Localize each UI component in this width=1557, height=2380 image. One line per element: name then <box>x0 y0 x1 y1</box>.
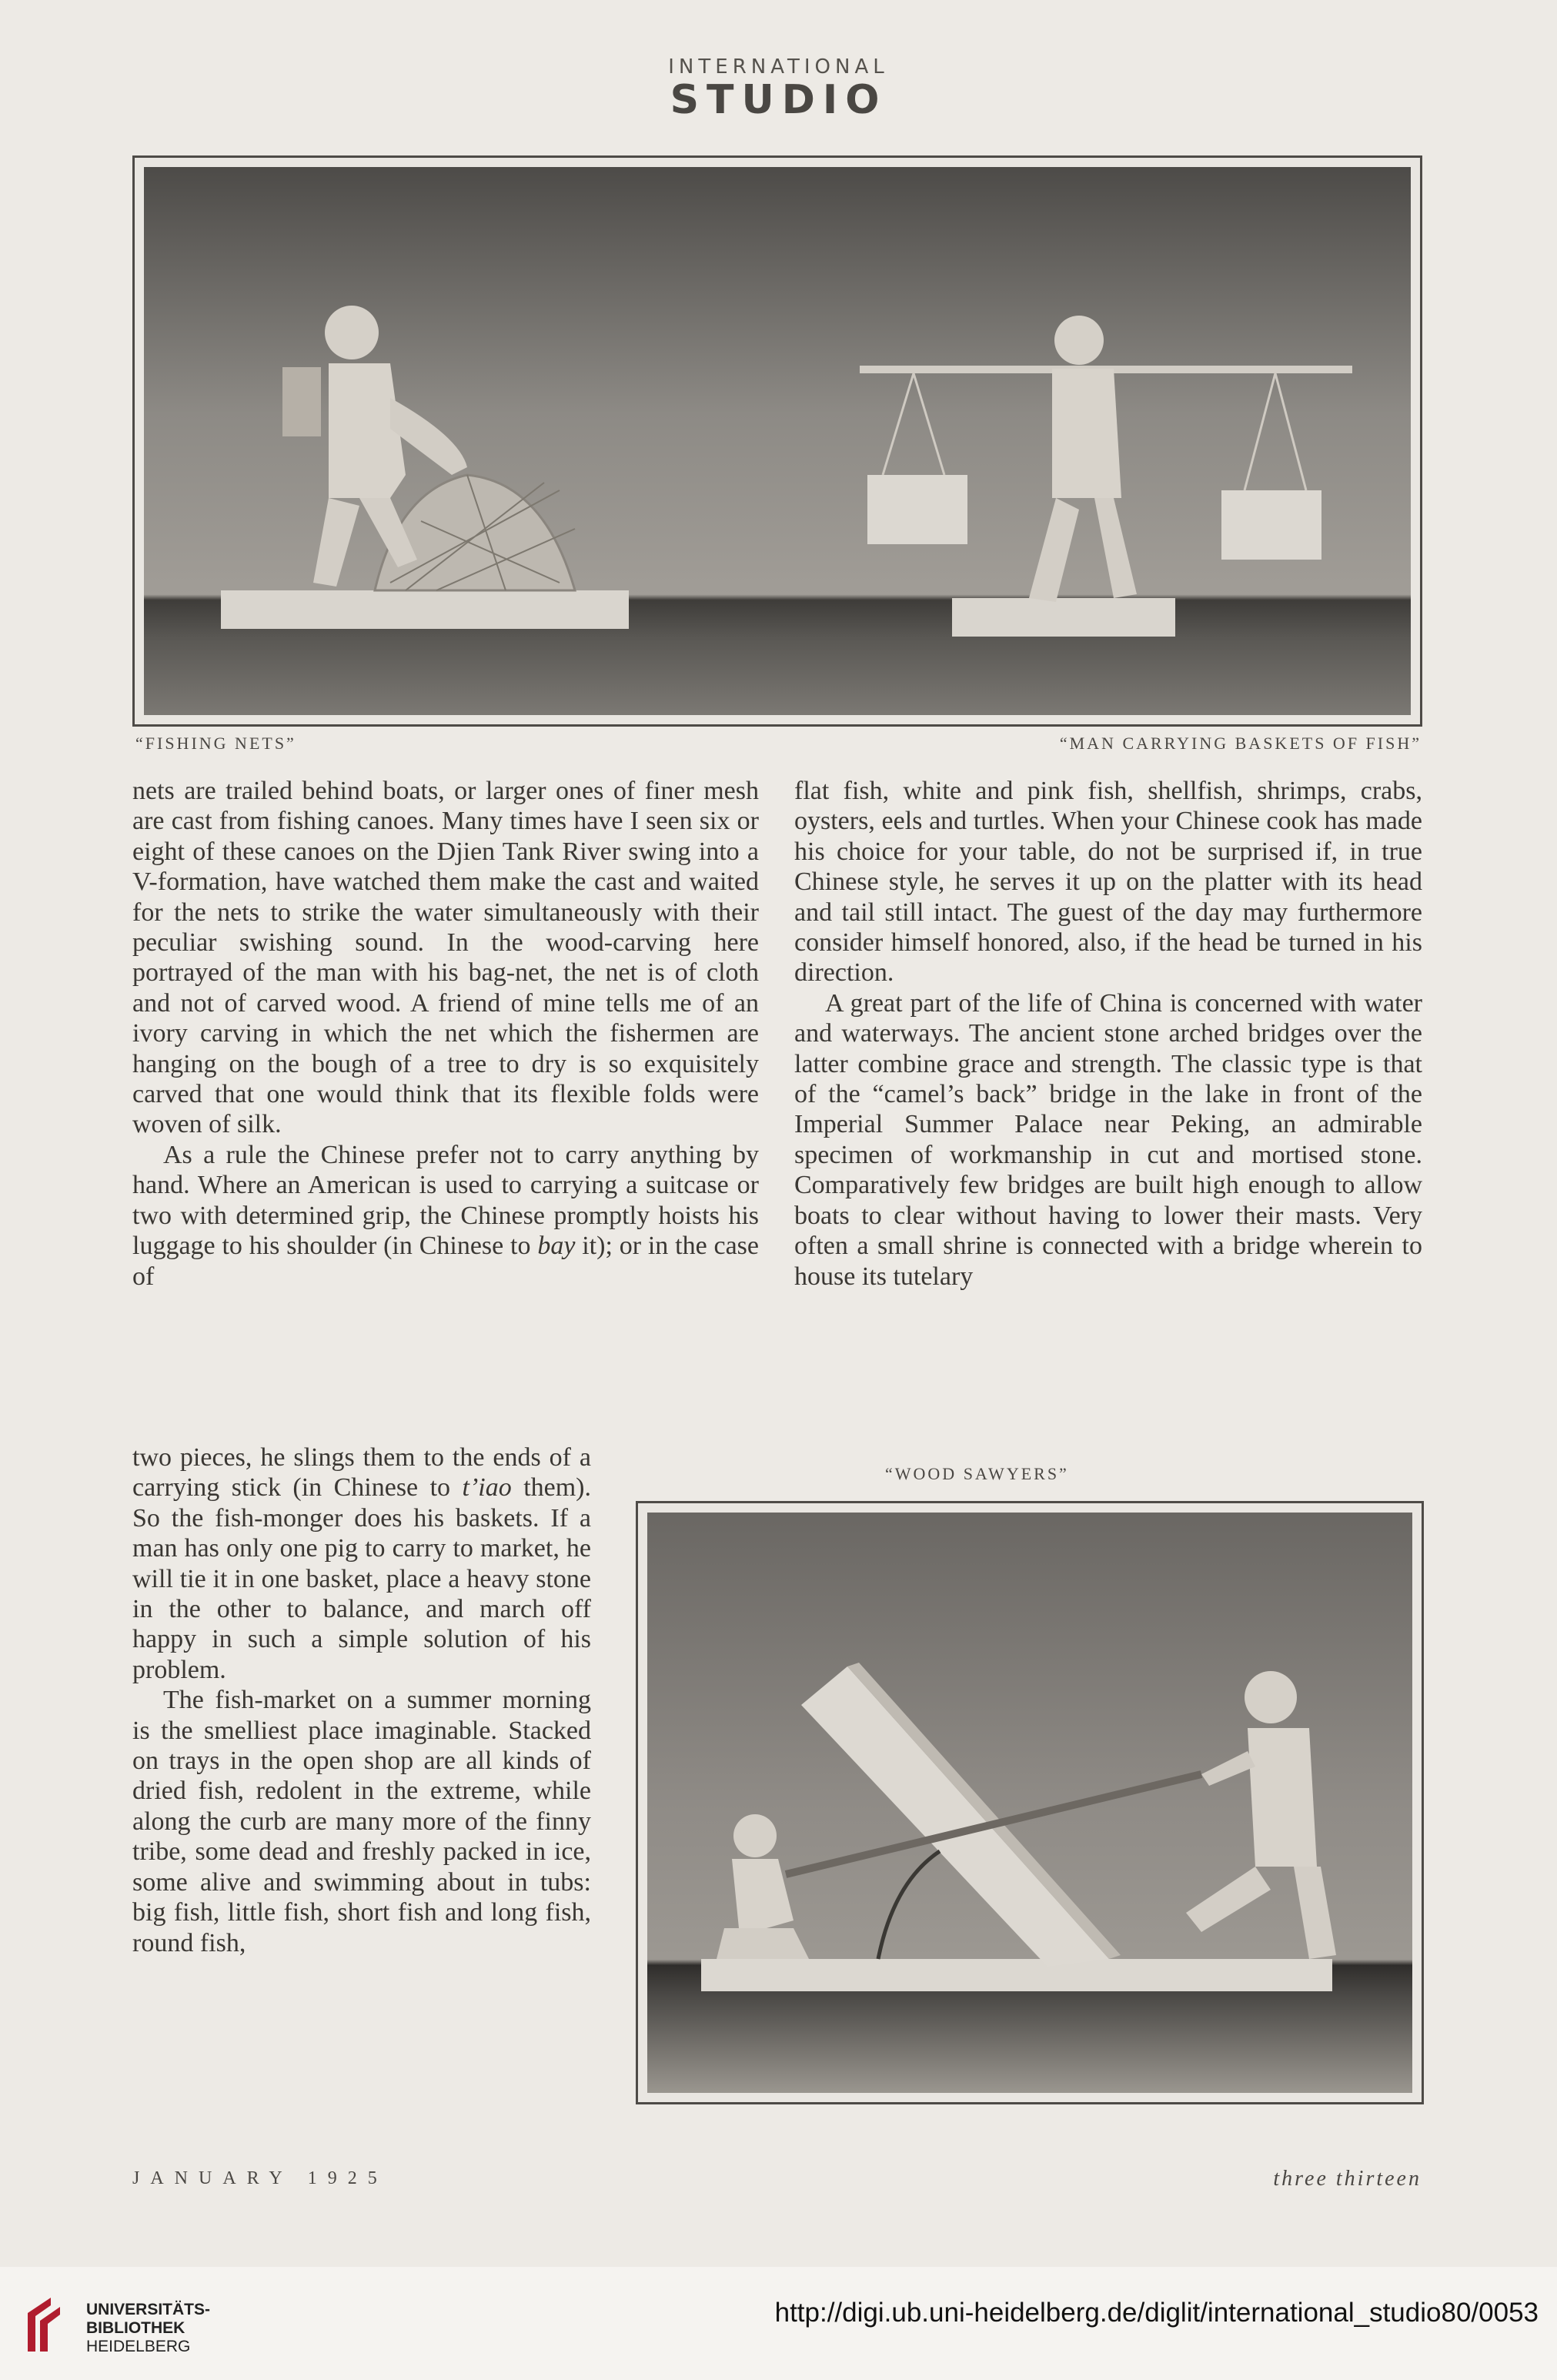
digital-library-url-link[interactable]: http://digi.ub.uni-heidelberg.de/diglit/international_studio80/0053 <box>774 2298 1539 2328</box>
left-paragraph-2-text-a: As a rule the Chinese prefer not to carry anything by hand. Where an American is used to carrying a suitcase or two with determined grip, the Chinese promptly hoists his luggage to his shoulder (in Chinese to <box>132 1140 759 1261</box>
masthead-international: INTERNATIONAL <box>668 55 889 79</box>
top-photo-frame <box>132 155 1422 727</box>
photo-fishing-and-baskets <box>144 167 1411 715</box>
library-name <box>86 2301 210 2356</box>
library-name-line2: BIBLIOTHEK <box>86 2319 185 2337</box>
library-name-line3: HEIDELBERG <box>86 2338 191 2355</box>
left-paragraph-2-italic-bay: bay <box>537 1232 576 1261</box>
left-narrow-text-b: them). So the fish-monger does his baskets. If a man has only one pig to carry to market, he will tie it in one basket, place a heavy stone in the other to balance, and march off happy in such a simple solution of his problem. <box>132 1473 591 1684</box>
masthead-studio: STUDIO <box>670 77 887 123</box>
heidelberg-library-logo-icon <box>20 2290 66 2359</box>
left-paragraph-1: nets are trailed behind boats, or larger ones of finer mesh are cast from fishing canoes. Many times have I seen six or eight of these canoes on the Djien Tank River swing into a V-formation, have watched them make the cast and waited for the nets to strike the water simultaneously with their peculiar swishing sound. In the wood-carving here portrayed of the man with his bag-net, the net is of cloth and not of carved wood. A friend of mine tells me of an ivory carving in which the net which the fishermen are hanging on the bough of a tree to dry is so exquisitely carved that one would think that its flexible folds were woven of silk. <box>132 777 759 1139</box>
left-paragraph-2 <box>132 1140 759 1292</box>
left-narrow-text-a: two pieces, he slings them to the ends of a carrying stick (in Chinese to <box>132 1443 591 1503</box>
photo-wood-sawyers <box>647 1513 1412 2093</box>
right-paragraph-2: A great part of the life of China is concerned with water and waterways. The ancient stone arched bridges over the latter combine grace and strength. The classic type is that of the “camel’s back” bridge in the lake in front of the Imperial Summer Palace near Peking, an admirable specimen of workmanship in cut and mortised stone. Comparatively few bridges are built high enough to allow boats to clear without having to lower their masts. Very often a small shrine is connected with a bridge wherein to house its tutelary <box>794 988 1422 1291</box>
photo-figures-illustration <box>144 167 1411 715</box>
footer-date: JANUARY 1925 <box>132 2168 388 2188</box>
right-text-column <box>794 776 1422 1292</box>
caption-fishing-nets: “FISHING NETS” <box>135 734 296 753</box>
library-name-line1: UNIVERSITÄTS- <box>86 2301 211 2318</box>
library-banner <box>0 2267 1557 2380</box>
left-narrow-column <box>132 1442 591 1958</box>
bottom-photo-frame <box>636 1501 1424 2104</box>
right-paragraph-1: flat fish, white and pink fish, shellfish, shrimps, crabs, oysters, eels and turtles. When your Chinese cook has made his choice for your table, do not be surprised if, in true Chinese style, he serves it up on the platter with its head and tail still intact. The guest of the day may furthermore consider himself honored, also, if the head be turned in his direction. <box>794 777 1422 988</box>
left-text-column <box>132 776 759 1292</box>
photo-sawyers-illustration <box>647 1513 1412 2093</box>
left-paragraph-2-continued <box>132 1442 591 1685</box>
left-paragraph-3: The fish-market on a summer morning is the smelliest place imaginable. Stacked on trays in the open shop are all kinds of dried fish, redolent in the extreme, while along the curb are many more of the finny tribe, some dead and freshly packed in ice, some alive and swimming about in tubs: big fish, little fish, short fish and long fish, round fish, <box>132 1686 591 1957</box>
caption-man-carrying-baskets: “MAN CARRYING BASKETS OF FISH” <box>1059 734 1422 753</box>
footer-page-number: three thirteen <box>1273 2167 1422 2191</box>
left-narrow-italic-tiao: t’iao <box>462 1473 512 1503</box>
caption-wood-sawyers: “WOOD SAWYERS” <box>885 1464 1069 1483</box>
left-paragraph-2-text-b: it); or in the case of <box>132 1232 759 1291</box>
